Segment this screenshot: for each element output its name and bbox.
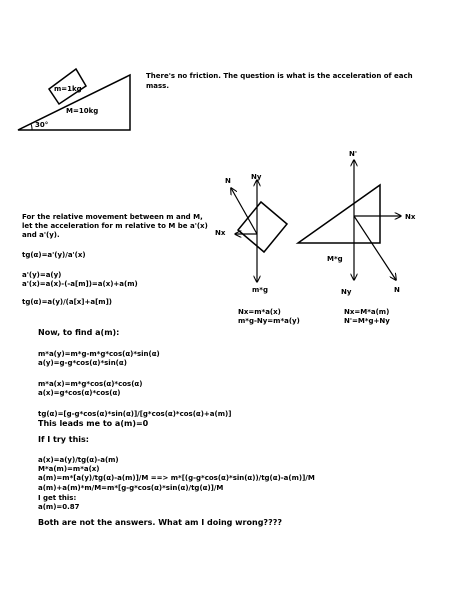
relative-line-4: tg(α)=a'(y)/a'(x) (22, 251, 86, 259)
arrow-n-wedge (354, 216, 396, 280)
label-mg-wedge: M*g (327, 255, 343, 263)
label-n: N (225, 177, 231, 185)
wedge-label: M=10kg (66, 107, 99, 115)
try-line-1: a(x)=a(y)/tg(α)-a(m) (38, 456, 119, 464)
relative-line-1: For the relative movement between m and M, (22, 213, 203, 221)
label-nx: Nx (215, 229, 226, 237)
find-line-5: tg(α)=[g-g*cos(α)*sin(α)]/[g*cos(α)*cos(α)+a(m)] (38, 410, 232, 418)
relative-line-5: a'(y)=a(y) (22, 271, 62, 279)
find-line-3: m*a(x)=m*g*cos(α)*cos(α) (38, 380, 143, 388)
label-mg: m*g (252, 286, 268, 294)
label-nprime: N' (349, 150, 358, 158)
try-line-2: M*a(m)=m*a(x) (38, 465, 100, 473)
relative-line-7: tg(α)=a(y)/(a[x]+a[m]) (22, 298, 112, 306)
relative-line-2: let the acceleration for m relative to M be a'(x) (22, 222, 208, 230)
wedge-eq-1: Nx=M*a(m) (344, 308, 390, 316)
find-line-2: a(y)=g-g*cos(α)*sin(α) (38, 359, 127, 367)
block-fbd (215, 173, 287, 294)
label-ny: Ny (251, 173, 262, 181)
try-title: If I try this: (38, 435, 89, 444)
try-line-5: I get this: (38, 494, 77, 502)
label-ny-wedge: Ny (341, 288, 352, 296)
label-n-wedge: N (394, 286, 400, 294)
block-fbd-square (238, 202, 287, 252)
incline-sketch (18, 69, 130, 130)
angle-label: 30° (35, 121, 49, 129)
question-line-2: mass. (146, 82, 170, 90)
wedge-eq-2: N'=M*g+Ny (344, 317, 390, 325)
try-line-3: a(m)=m*[a(y)/tg(α)-a(m)]/M ==> m*[(g-g*cos(α)*sin(α))/tg(α)-a(m)]/M (38, 474, 315, 482)
wedge-fbd-triangle (298, 185, 380, 243)
try-line-6: a(m)=0.87 (38, 503, 80, 511)
angle-arc (31, 124, 32, 130)
label-nx-wedge: Nx (405, 213, 416, 221)
block-eq-2: m*g-Ny=m*a(y) (238, 317, 300, 325)
relative-line-3: and a'(y). (22, 231, 60, 239)
find-line-4: a(x)=g*cos(α)*cos(α) (38, 389, 121, 397)
block-eq-1: Nx=m*a(x) (238, 308, 281, 316)
question-line-1: There's no friction. The question is what is the acceleration of each (146, 72, 413, 80)
try-line-4: a(m)+a(m)*m/M=m*[g-g*cos(α)*sin(α)/tg(α)]/M (38, 484, 224, 492)
find-title: Now, to find a(m): (38, 328, 120, 337)
wedge-fbd (298, 150, 416, 296)
relative-line-6: a'(x)=a(x)-(-a[m])=a(x)+a(m) (22, 280, 138, 288)
find-line-1: m*a(y)=m*g-m*g*cos(α)*sin(α) (38, 350, 160, 358)
try-line-7: Both are not the answers. What am I doing wrong???? (38, 518, 282, 527)
block-label: m=1kg (54, 85, 82, 93)
find-line-6: This leads me to a(m)=0 (38, 419, 149, 428)
